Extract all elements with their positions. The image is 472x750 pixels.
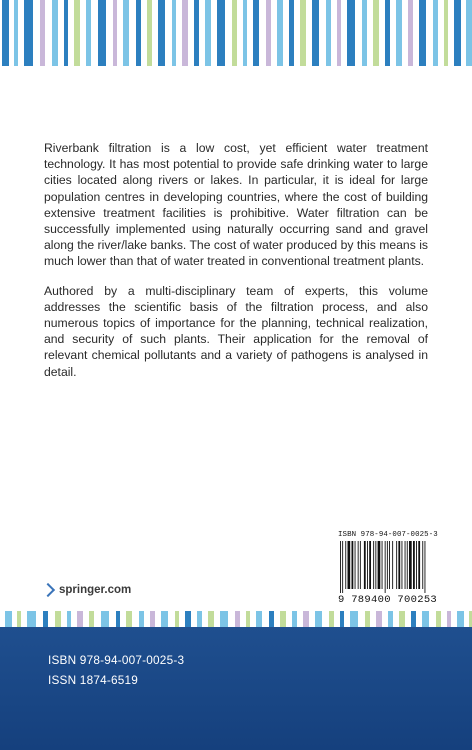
footer-issn: ISSN 1874-6519 bbox=[48, 673, 139, 687]
stripe bbox=[175, 611, 179, 627]
stripe bbox=[43, 611, 48, 627]
stripe bbox=[217, 0, 225, 66]
stripe bbox=[172, 0, 176, 66]
back-cover-blurb bbox=[44, 140, 428, 393]
barcode-digits: 9 789400 700253 bbox=[338, 594, 438, 606]
stripe bbox=[340, 611, 344, 627]
blurb-paragraph-2: Authored by a multi-disciplinary team of experts, this volume addresses the scientific basis of the filtration process, and also numerous topics of importance for the planning, technical realization, and security of such plants. Their application for the removal of relevant chemical pollutants and a variety of pathogens is analysed in detail. bbox=[44, 283, 428, 379]
stripe bbox=[27, 611, 36, 627]
barcode-image bbox=[338, 541, 429, 593]
stripe bbox=[77, 611, 83, 627]
stripe bbox=[24, 0, 33, 66]
stripe bbox=[14, 0, 18, 66]
stripe bbox=[139, 611, 144, 627]
stripe bbox=[408, 0, 413, 66]
barcode-block bbox=[338, 531, 438, 606]
stripe bbox=[292, 611, 297, 627]
stripe bbox=[329, 611, 334, 627]
stripe bbox=[277, 0, 283, 66]
stripe bbox=[194, 0, 199, 66]
stripe bbox=[182, 0, 188, 66]
stripe bbox=[98, 0, 106, 66]
stripe bbox=[422, 611, 429, 627]
stripe bbox=[17, 611, 21, 627]
stripe bbox=[40, 0, 45, 66]
stripe bbox=[246, 611, 250, 627]
stripe bbox=[444, 0, 448, 66]
stripe bbox=[208, 611, 214, 627]
stripe bbox=[315, 611, 322, 627]
chevron-right-icon bbox=[41, 583, 55, 597]
stripe bbox=[373, 0, 379, 66]
publisher-link[interactable] bbox=[43, 584, 131, 596]
stripe bbox=[347, 0, 355, 66]
stripe bbox=[396, 0, 402, 66]
stripe bbox=[74, 0, 80, 66]
stripe bbox=[266, 0, 271, 66]
stripe bbox=[64, 0, 68, 66]
stripe bbox=[197, 611, 202, 627]
publisher-url: springer.com bbox=[59, 584, 132, 596]
stripe bbox=[113, 0, 117, 66]
stripe bbox=[436, 611, 441, 627]
stripe bbox=[126, 611, 132, 627]
stripe bbox=[269, 611, 274, 627]
footer-band bbox=[0, 627, 472, 750]
stripe bbox=[147, 0, 152, 66]
decorative-stripes-middle bbox=[0, 611, 472, 627]
stripe bbox=[303, 611, 309, 627]
barcode-isbn-label: ISBN 978-94-007-0025-3 bbox=[338, 531, 438, 539]
stripe bbox=[86, 0, 91, 66]
stripe bbox=[161, 611, 168, 627]
stripe bbox=[388, 611, 393, 627]
blurb-paragraph-1: Riverbank filtration is a low cost, yet efficient water treatment technology. It has most potential to provide safe drinking water to large cities located along rivers or lakes. In particular, it is ideal for large population centres in developing countries, where the cost of building extensive treatment facilities is prohibitive. Water filtration can be successfully implemented using naturally occurring sand and gravel along the river/lake banks. The cost of water produced by this means is much lower than that of water treated in conventional treatment plants. bbox=[44, 141, 428, 269]
decorative-stripes-top bbox=[0, 0, 472, 66]
stripe bbox=[116, 611, 120, 627]
stripe bbox=[466, 0, 472, 66]
stripe bbox=[5, 611, 12, 627]
stripe bbox=[185, 611, 191, 627]
stripe bbox=[419, 0, 426, 66]
stripe bbox=[350, 611, 358, 627]
stripe bbox=[362, 0, 367, 66]
stripe bbox=[385, 0, 390, 66]
stripe bbox=[300, 0, 306, 66]
stripe bbox=[2, 0, 9, 66]
stripe bbox=[158, 0, 165, 66]
stripe bbox=[280, 611, 286, 627]
stripe bbox=[136, 0, 141, 66]
stripe bbox=[52, 0, 58, 66]
stripe bbox=[253, 0, 259, 66]
stripe bbox=[220, 611, 228, 627]
stripe bbox=[447, 611, 451, 627]
footer-isbn: ISBN 978-94-007-0025-3 bbox=[48, 653, 185, 667]
stripe bbox=[365, 611, 370, 627]
stripe bbox=[411, 611, 416, 627]
stripe bbox=[205, 0, 211, 66]
stripe bbox=[289, 0, 294, 66]
stripe bbox=[55, 611, 61, 627]
stripe bbox=[256, 611, 262, 627]
stripe bbox=[235, 611, 240, 627]
stripe bbox=[101, 611, 109, 627]
stripe bbox=[457, 611, 464, 627]
stripe bbox=[89, 611, 94, 627]
stripe bbox=[150, 611, 155, 627]
stripe bbox=[326, 0, 331, 66]
stripe bbox=[243, 0, 247, 66]
stripe bbox=[67, 611, 71, 627]
stripe bbox=[399, 611, 405, 627]
stripe bbox=[232, 0, 237, 66]
stripe bbox=[312, 0, 319, 66]
stripe bbox=[433, 0, 438, 66]
stripe bbox=[123, 0, 129, 66]
stripe bbox=[337, 0, 341, 66]
stripe bbox=[376, 611, 382, 627]
stripe bbox=[454, 0, 461, 66]
